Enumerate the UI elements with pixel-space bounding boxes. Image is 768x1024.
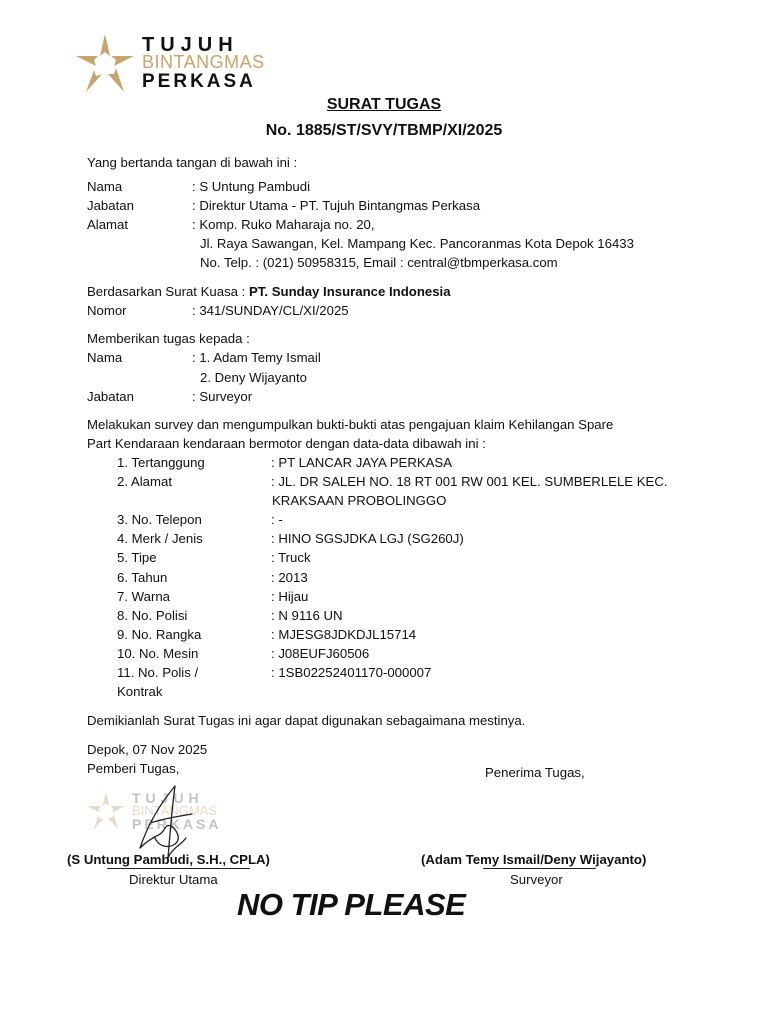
giver-title: Direktur Utama <box>129 872 218 887</box>
logo-text-line3: PERKASA <box>142 71 256 92</box>
basis-number-value: : 341/SUNDAY/CL/XI/2025 <box>192 303 349 318</box>
detail-label-year: 6. Tahun <box>117 570 168 585</box>
receiver-title: Surveyor <box>510 872 563 887</box>
giver-name: (S Untung Pambudi, S.H., CPLA) <box>67 852 270 867</box>
detail-value-plate: : N 9116 UN <box>271 608 343 623</box>
signer-name-value: : S Untung Pambudi <box>192 179 311 194</box>
detail-value-chassis: : MJESG8JDKDJL15714 <box>271 627 417 642</box>
basis-number-label: Nomor <box>87 303 127 318</box>
detail-label-brand: 4. Merk / Jenis <box>117 531 203 546</box>
detail-value-color: : Hijau <box>271 589 309 604</box>
signer-address-line2: Jl. Raya Sawangan, Kel. Mampang Kec. Pancoranmas Kota Depok 16433 <box>200 236 634 251</box>
intro-text: Yang bertanda tangan di bawah ini : <box>87 155 298 170</box>
giver-label: Pemberi Tugas, <box>87 761 180 776</box>
receiver-name: (Adam Temy Ismail/Deny Wijayanto) <box>421 852 647 867</box>
logo-text-line1: TUJUH <box>142 34 239 56</box>
detail-label-insured: 1. Tertanggung <box>117 455 205 470</box>
detail-label-address: 2. Alamat <box>117 474 172 489</box>
detail-label-phone: 3. No. Telepon <box>117 512 202 527</box>
detail-value-address1: : JL. DR SALEH NO. 18 RT 001 RW 001 KEL. SUMBERLELE KEC. <box>271 474 668 489</box>
detail-label-plate: 8. No. Polisi <box>117 608 188 623</box>
detail-value-address2: KRAKSAAN PROBOLINGGO <box>272 493 447 508</box>
star-logo-icon <box>72 32 138 98</box>
signer-name-label: Nama <box>87 179 123 194</box>
stamp-text-line2: BINTANGMAS <box>132 803 217 818</box>
detail-value-brand: : HINO SGSJDKA LGJ (SG260J) <box>271 531 464 546</box>
task-text-line1: Melakukan survey dan mengumpulkan bukti-bukti atas pengajuan klaim Kehilangan Spare <box>87 417 614 432</box>
detail-label-policy2: Kontrak <box>117 684 163 699</box>
detail-value-policy: : 1SB02252401170-000007 <box>271 665 432 680</box>
place-date: Depok, 07 Nov 2025 <box>87 742 208 757</box>
signer-address-label: Alamat <box>87 217 129 232</box>
basis-line: Berdasarkan Surat Kuasa : PT. Sunday Insurance Indonesia <box>87 284 451 299</box>
detail-label-color: 7. Warna <box>117 589 171 604</box>
receiver-label: Penerima Tugas, <box>485 765 585 780</box>
company-logo <box>72 32 272 100</box>
detail-value-type: : Truck <box>271 550 311 565</box>
detail-value-year: : 2013 <box>271 570 308 585</box>
signer-position-label: Jabatan <box>87 198 134 213</box>
signer-address-line3: No. Telp. : (021) 50958315, Email : central@tbmperkasa.com <box>200 255 558 270</box>
assign-position-label: Jabatan <box>87 389 134 404</box>
no-tip-notice: NO TIP PLEASE <box>237 887 466 922</box>
signer-address-line1: : Komp. Ruko Maharaja no. 20, <box>192 217 375 232</box>
task-text-line2: Part Kendaraan kendaraan bermotor dengan data-data dibawah ini : <box>87 436 486 451</box>
detail-label-chassis: 9. No. Rangka <box>117 627 202 642</box>
assign-name-value2: 2. Deny Wijayanto <box>200 370 308 385</box>
detail-value-insured: : PT LANCAR JAYA PERKASA <box>271 455 453 470</box>
assign-name-value1: : 1. Adam Temy Ismail <box>192 350 321 365</box>
detail-label-engine: 10. No. Mesin <box>117 646 199 661</box>
assign-intro: Memberikan tugas kepada : <box>87 331 250 346</box>
detail-value-engine: : J08EUFJ60506 <box>271 646 370 661</box>
assign-position-value: : Surveyor <box>192 389 253 404</box>
document-title: SURAT TUGAS <box>326 96 442 113</box>
basis-company: PT. Sunday Insurance Indonesia <box>249 284 451 299</box>
signer-position-value: : Direktur Utama - PT. Tujuh Bintangmas Perkasa <box>192 198 481 213</box>
closing-text: Demikianlah Surat Tugas ini agar dapat digunakan sebagaimana mestinya. <box>87 713 526 728</box>
detail-label-type: 5. Tipe <box>117 550 157 565</box>
stamp-text-line3: PERKASA <box>132 816 222 832</box>
logo-text-line2: BINTANGMAS <box>142 52 265 72</box>
detail-value-phone: : - <box>271 512 283 527</box>
document-number: No. 1885/ST/SVY/TBMP/XI/2025 <box>265 122 503 139</box>
assign-name-label: Nama <box>87 350 123 365</box>
detail-label-policy1: 11. No. Polis / <box>117 665 199 680</box>
stamp-text-line1: TUJUH <box>132 790 204 806</box>
